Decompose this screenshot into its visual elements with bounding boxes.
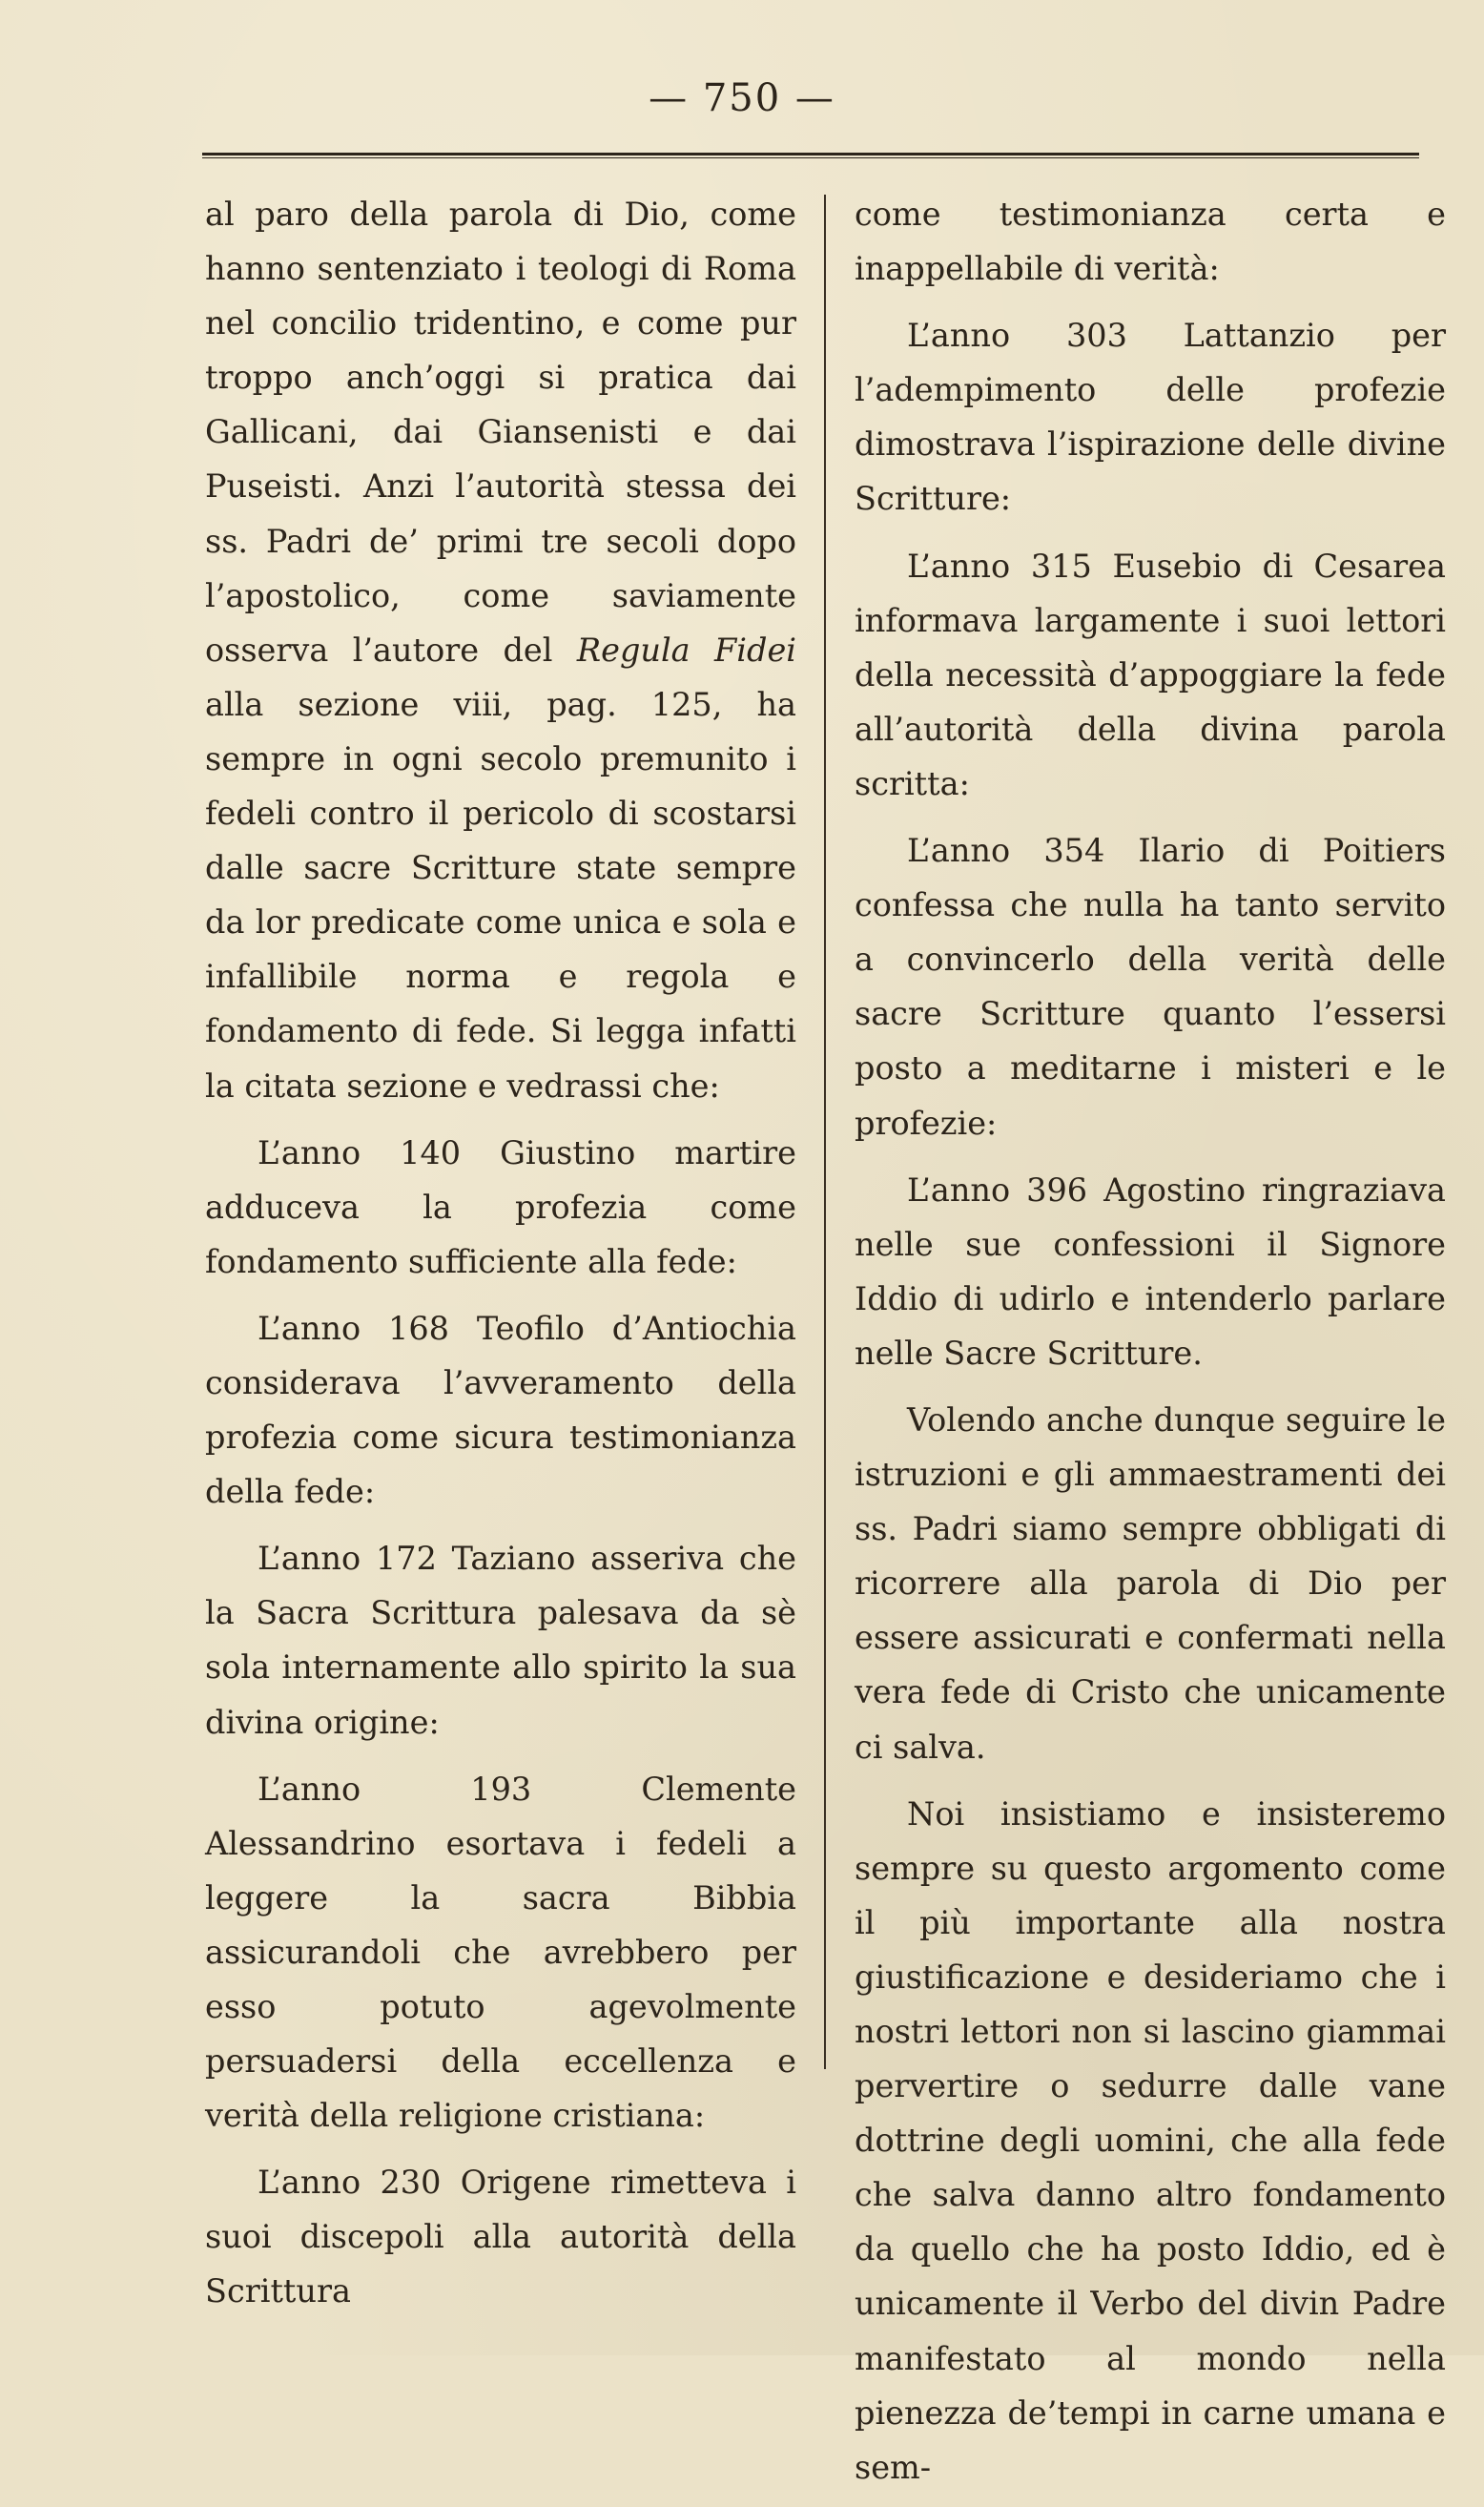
left-paragraph-3: L’anno 168 Teofilo d’Antiochia considerava l’avveramento della profezia come sicura testimonianza della fede: xyxy=(205,1309,796,1511)
right-column xyxy=(855,187,1446,2507)
regula-fidei-title: Regula Fidei xyxy=(576,631,796,669)
left-paragraph-1 xyxy=(205,187,796,1113)
column-divider xyxy=(824,195,826,2069)
right-paragraph-4: L’anno 354 Ilario di Poitiers confessa che nulla ha tanto servito a convincerlo della verità delle sacre Scritture quanto l’essersi posto a meditarne i misteri e le profezie: xyxy=(855,832,1446,1142)
right-paragraph-3: L’anno 315 Eusebio di Cesarea informava largamente i suoi lettori della necessità d’appoggiare la fede all’autorità della divina parola scritta: xyxy=(855,547,1446,802)
left-paragraph-2: L’anno 140 Giustino martire adduceva la profezia come fondamento sufficiente alla fede: xyxy=(205,1133,796,1280)
page-number: — 750 — xyxy=(649,76,835,120)
header-rule xyxy=(202,153,1419,158)
left-paragraph-4: L’anno 172 Taziano asseriva che la Sacra Scrittura palesava da sè sola internamente allo spirito la sua divina origine: xyxy=(205,1540,796,1741)
right-paragraph-6: Volendo anche dunque seguire le istruzioni e gli ammaestramenti dei ss. Padri siamo sempre obbligati di ricorrere alla parola di Dio per essere assicurati e confermati nella vera fede di Cristo che unicamente ci salva. xyxy=(855,1400,1446,1766)
right-paragraph-7: Noi insistiamo e insisteremo sempre su questo argomento come il più importante alla nostra giustificazione e desideriamo che i nostri lettori non si lascino giammai pervertire o sedurre dalle vane dottrine degli uomini, che alla fede che salva danno altro fondamento da quello che ha posto Iddio, ed è unicamente il Verbo del divin Padre manifestato al mondo nella pienezza de’tempi in carne umana e sem- xyxy=(855,1794,1446,2486)
left-paragraph-1-text-b: alla sezione viii, pag. 125, ha sempre in ogni secolo premunito i fedeli contro il pericolo di scostarsi dalle sacre Scritture state sempre da lor predicate come unica e sola e infallibile norma e regola e fondamento di fede. Si legga infatti la citata sezione e vedrassi che: xyxy=(205,685,796,1105)
right-paragraph-1: come testimonianza certa e inappellabile di verità: xyxy=(855,196,1446,288)
left-paragraph-6: L’anno 230 Origene rimetteva i suoi discepoli alla autorità della Scrittura xyxy=(205,2164,796,2310)
left-paragraph-1-text-a: al paro della parola di Dio, come hanno sentenziato i teologi di Roma nel concilio tridentino, e come pur troppo anch’oggi si pratica dai Gallicani, dai Giansenisti e dai Puseisti. Anzi l’autorità stessa dei ss. Padri de’ primi tre secoli dopo l’apostolico, come saviamente osserva l’autore del xyxy=(205,196,796,669)
left-paragraph-5: L’anno 193 Clemente Alessandrino esortava i fedeli a leggere la sacra Bibbia assicurandoli che avrebbero per esso potuto agevolmente persuadersi della eccellenza e verità della religione cristiana: xyxy=(205,1770,796,2135)
left-column xyxy=(205,187,796,2331)
right-paragraph-5: L’anno 396 Agostino ringraziava nelle sue confessioni il Signore Iddio di udirlo e intenderlo parlare nelle Sacre Scritture. xyxy=(855,1171,1446,1372)
right-paragraph-2: L’anno 303 Lattanzio per l’adempimento delle profezie dimostrava l’ispirazione delle divine Scritture: xyxy=(855,317,1446,518)
